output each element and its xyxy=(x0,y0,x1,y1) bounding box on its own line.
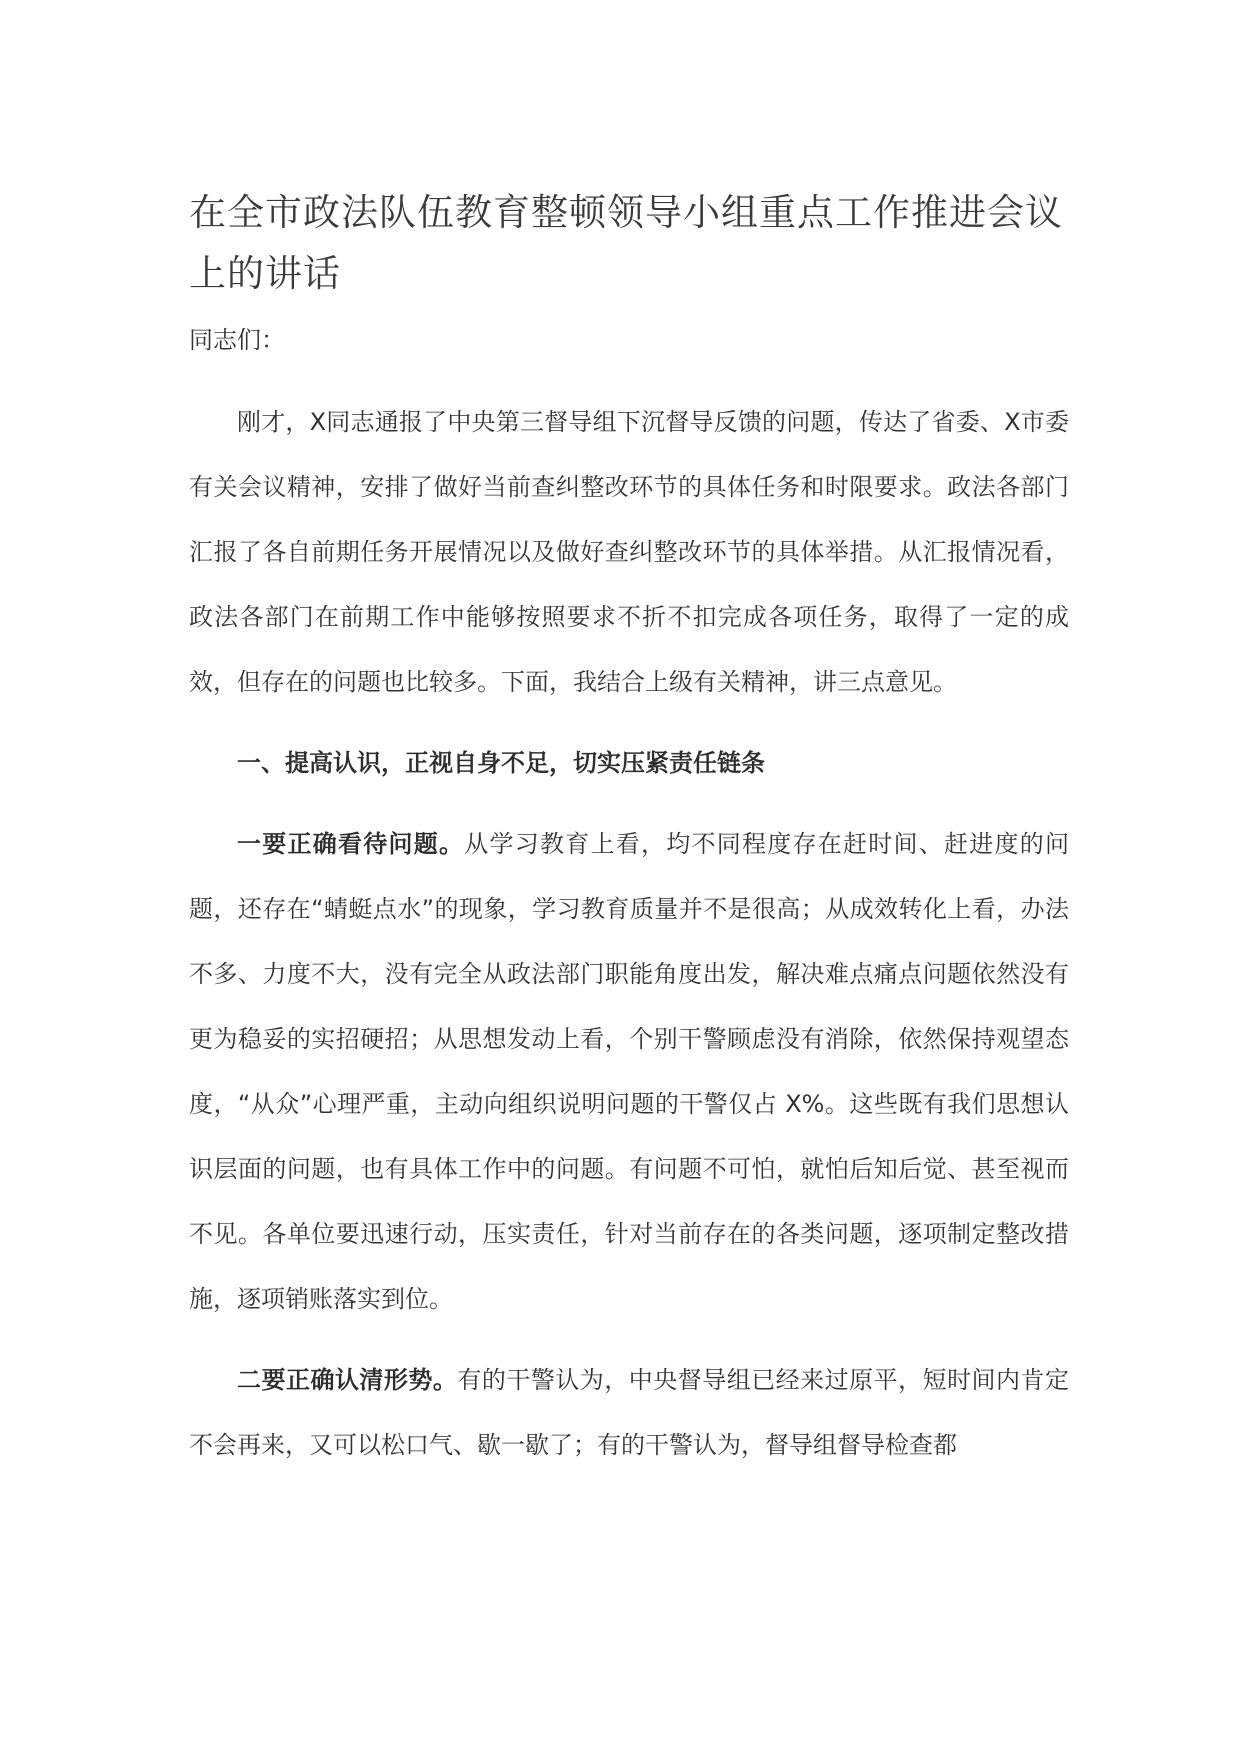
point-2-paragraph xyxy=(189,1348,1069,1478)
document-body xyxy=(189,182,1069,1478)
section-heading-1: 一、提高认识，正视自身不足，切实压紧责任链条 xyxy=(237,749,765,777)
point-1-paragraph xyxy=(189,812,1069,1332)
point-2-lead: 二要正确认清形势。 xyxy=(237,1366,458,1394)
point-2-body: 有的干警认为，中央督导组已经来过原平，短时间内肯定不会再来，又可以松口气、歇一歇了；有的干警认为，督导组督导检查都 xyxy=(189,1366,1070,1459)
point-1-body: 从学习教育上看，均不同程度存在赶时间、赶进度的问题，还存在“蜻蜓点水”的现象，学习教育质量并不是很高；从成效转化上看，办法不多、力度不大，没有完全从政法部门职能角度出发，解决难点痛点问题依然没有更为稳妥的实招硬招；从思想发动上看，个别干警顾虑没有消除，依然保持观望态度，“从众”心理严重，主动向组织说明问题的干警仅占 X%。这些既有我们思想认识层面的问题，也有具体工作中的问题。有问题不可怕，就怕后知后觉、甚至视而不见。各单位要迅速行动，压实责任，针对当前存在的各类问题，逐项制定整改措施，逐项销账落实到位。 xyxy=(189,830,1069,1313)
point-1-lead: 一要正确看待问题。 xyxy=(237,830,465,858)
document-title: 在全市政法队伍教育整顿领导小组重点工作推进会议上的讲话 xyxy=(189,191,1063,295)
salutation: 同志们： xyxy=(189,326,285,354)
intro-paragraph: 刚才，X同志通报了中央第三督导组下沉督导反馈的问题，传达了省委、X市委有关会议精神，安排了做好当前查纠整改环节的具体任务和时限要求。政法各部门汇报了各自前期任务开展情况以及做好查纠整改环节的具体举措。从汇报情况看，政法各部门在前期工作中能够按照要求不折不扣完成各项任务，取得了一定的成效，但存在的问题也比较多。下面，我结合上级有关精神，讲三点意见。 xyxy=(189,408,1069,696)
